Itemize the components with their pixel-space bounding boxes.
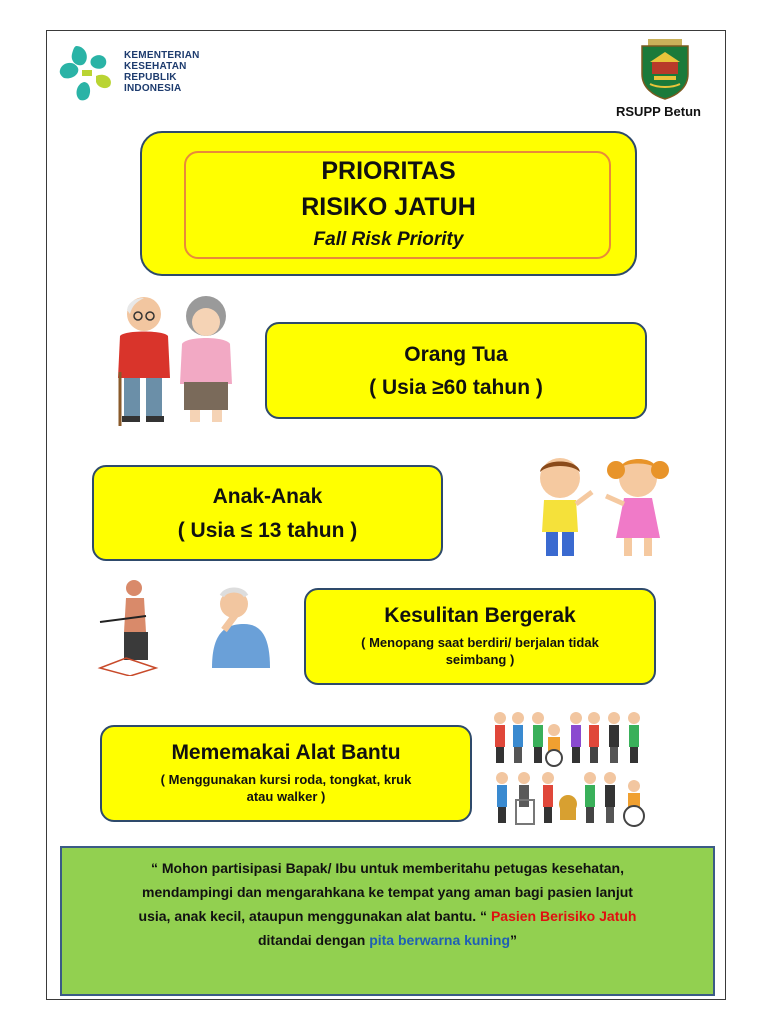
notice-line: mendampingi dan mengarahkana ke tempat yang aman bagi pasien lanjut: [142, 884, 633, 900]
notice-line: [62, 904, 713, 928]
regional-emblem-icon: [640, 38, 690, 100]
notice-closing-quote: ”: [510, 932, 518, 948]
category-assistive-devices: [100, 725, 472, 822]
notice-text: usia, anak kecil, ataupun menggunakan alat bantu. “: [138, 908, 488, 924]
yellow-ribbon-label: pita berwarna kuning: [369, 932, 511, 948]
ministry-line: INDONESIA: [124, 83, 182, 94]
hospital-name: RSUPP Betun: [616, 104, 701, 119]
fall-risk-label: Pasien Berisiko Jatuh: [490, 908, 637, 924]
category-mobility: [304, 588, 656, 685]
category-assistive-heading: Mememakai Alat Bantu: [171, 741, 401, 764]
category-elderly-heading: Orang Tua: [404, 343, 508, 366]
notice-line: [62, 928, 713, 952]
category-mobility-detail-line: ( Menopang saat berdiri/ berjalan tidak: [361, 635, 599, 650]
notice-panel: [60, 846, 715, 996]
ministry-line: REPUBLIK: [124, 72, 177, 83]
ministry-line: KESEHATAN: [124, 61, 187, 72]
ministry-wordmark: [124, 50, 200, 94]
category-children-detail: ( Usia ≤ 13 tahun ): [177, 519, 358, 542]
category-children-heading: Anak-Anak: [212, 485, 323, 508]
title-line-1: PRIORITAS: [321, 157, 456, 185]
notice-text: ditandai dengan: [257, 932, 366, 948]
category-assistive-detail: [102, 771, 470, 805]
kemenkes-logo-icon: [56, 42, 120, 104]
tired-person-illustration: [204, 584, 274, 668]
title-line-2: RISIKO JATUH: [301, 193, 476, 221]
ministry-line: KEMENTERIAN: [124, 50, 200, 61]
category-assistive-detail-line: ( Menggunakan kursi roda, tongkat, kruk: [160, 772, 412, 787]
category-elderly: [265, 322, 647, 419]
walking-difficulty-illustration: [96, 576, 180, 676]
title-subtitle: Fall Risk Priority: [313, 229, 464, 250]
category-mobility-detail-line: seimbang ): [445, 652, 515, 667]
children-illustration: [520, 452, 678, 564]
category-mobility-heading: Kesulitan Bergerak: [384, 604, 576, 627]
assistive-devices-illustration: [490, 708, 656, 830]
title-banner: [140, 131, 637, 276]
notice-line: “ Mohon partisipasi Bapak/ Ibu untuk memberitahu petugas kesehatan,: [151, 860, 624, 876]
category-elderly-detail: ( Usia ≥60 tahun ): [369, 376, 543, 399]
category-children: [92, 465, 443, 561]
category-mobility-detail: [306, 634, 654, 668]
elderly-couple-illustration: [100, 292, 242, 430]
category-assistive-detail-line: atau walker ): [246, 789, 326, 804]
